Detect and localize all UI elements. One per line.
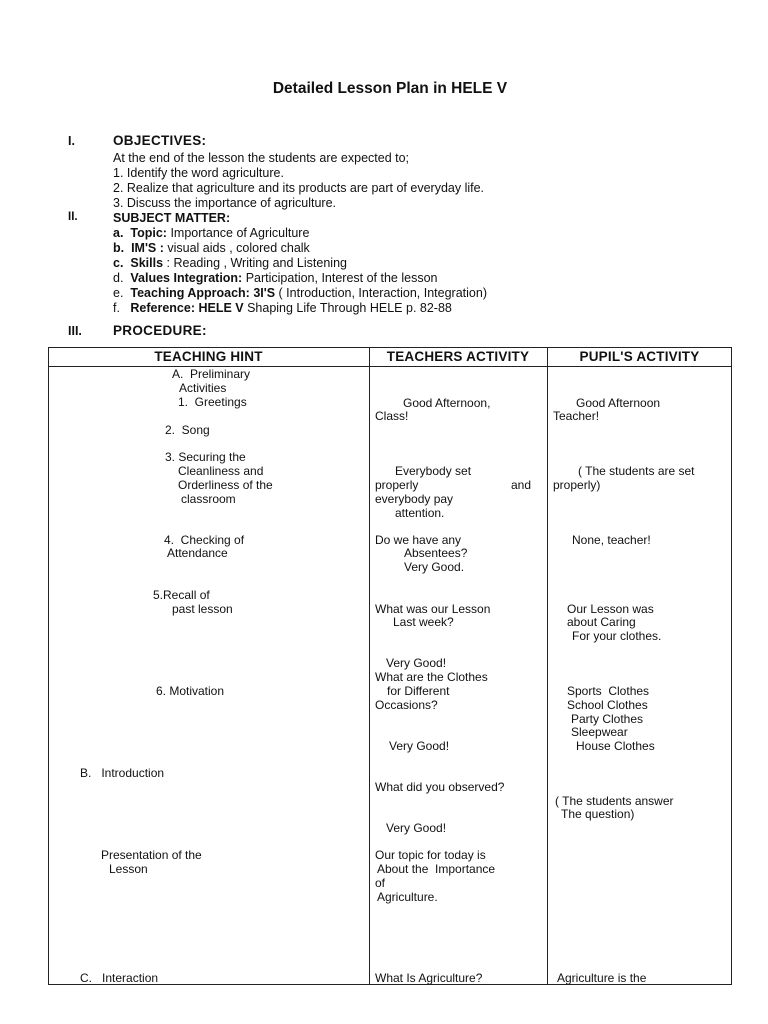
subject-item-ims: b. IM'S : visual aids , colored chalk (113, 241, 310, 255)
teacher-cell: What Is Agriculture? (375, 971, 483, 985)
procedure-number: III. (68, 324, 82, 338)
hint-cell: C. Interaction (80, 971, 159, 985)
teacher-cell: Everybody set (395, 464, 472, 478)
objective-item: 1. Identify the word agriculture. (113, 166, 284, 180)
hint-cell: 2. Song (165, 423, 210, 437)
hint-cell: 4. Checking of (164, 533, 245, 547)
subject-matter-number: II. (68, 211, 78, 223)
hint-cell: Orderliness of the (178, 478, 273, 492)
hint-cell: classroom (181, 492, 236, 506)
subject-item-skills: c. Skills : Reading , Writing and Listening (113, 256, 347, 270)
teacher-cell: What was our Lesson (375, 602, 491, 616)
teacher-cell: What did you observed? (375, 780, 505, 794)
hint-cell: Presentation of the (101, 848, 202, 862)
objective-item: 3. Discuss the importance of agriculture. (113, 196, 337, 210)
teacher-cell: and (511, 478, 532, 492)
pupil-cell: None, teacher! (572, 533, 651, 547)
teacher-cell: Last week? (393, 615, 454, 629)
header-teachers-activity: TEACHERS ACTIVITY (386, 349, 530, 364)
objective-item: 2. Realize that agriculture and its products are part of everyday life. (113, 181, 485, 195)
pupil-cell: ( The students answer (555, 794, 674, 808)
teacher-cell: What are the Clothes (375, 670, 488, 684)
pupil-cell: School Clothes (567, 698, 648, 712)
table-header-divider (48, 366, 732, 367)
hint-cell: 1. Greetings (178, 395, 247, 409)
teacher-cell: About the Importance (377, 862, 496, 876)
hint-cell: Activities (179, 381, 227, 395)
teacher-cell: Very Good! (389, 739, 450, 753)
pupil-cell: Party Clothes (571, 712, 644, 726)
subject-item-values: d. Values Integration: Participation, Interest of the lesson (113, 271, 438, 285)
hint-cell: past lesson (172, 602, 233, 616)
teacher-cell: Class! (375, 409, 409, 423)
teacher-cell: everybody pay (375, 492, 454, 506)
pupil-cell: ( The students are set (578, 464, 695, 478)
table-divider (369, 347, 370, 985)
teacher-cell: Good Afternoon, (403, 396, 491, 410)
teacher-cell: Do we have any (375, 533, 462, 547)
subject-item-reference: f. Reference: HELE V Shaping Life Through HELE p. 82-88 (113, 301, 452, 315)
hint-cell: Attendance (167, 546, 228, 560)
teacher-cell: of (375, 876, 386, 890)
header-pupils-activity: PUPIL'S ACTIVITY (579, 349, 700, 364)
teacher-cell: for Different (387, 684, 450, 698)
teacher-cell: Very Good! (386, 656, 447, 670)
pupil-cell: Good Afternoon (576, 396, 661, 410)
hint-cell: A. Preliminary (172, 367, 251, 381)
table-divider (547, 347, 548, 985)
objectives-number: I. (68, 134, 75, 148)
teacher-cell: Occasions? (375, 698, 438, 712)
subject-item-approach: e. Teaching Approach: 3I'S ( Introduction, Interaction, Integration) (113, 286, 487, 300)
teacher-cell: Absentees? (404, 546, 468, 560)
pupil-cell: Teacher! (553, 409, 600, 423)
subject-matter-heading: SUBJECT MATTER: (113, 211, 231, 225)
objectives-heading: OBJECTIVES: (113, 133, 207, 148)
pupil-cell: Sleepwear (571, 725, 628, 739)
teacher-cell: Very Good! (386, 821, 447, 835)
hint-cell: Cleanliness and (178, 464, 264, 478)
hint-cell: 5.Recall of (153, 588, 210, 602)
hint-cell: Lesson (109, 862, 148, 876)
pupil-cell: For your clothes. (572, 629, 662, 643)
teacher-cell: Very Good. (404, 560, 465, 574)
document-title: Detailed Lesson Plan in HELE V (272, 80, 508, 97)
pupil-cell: The question) (561, 807, 635, 821)
objectives-intro: At the end of the lesson the students are expected to; (113, 151, 410, 165)
procedure-heading: PROCEDURE: (113, 323, 207, 338)
pupil-cell: Agriculture is the (557, 971, 647, 985)
pupil-cell: about Caring (567, 615, 636, 629)
pupil-cell: Sports Clothes (567, 684, 650, 698)
hint-cell: 3. Securing the (165, 450, 246, 464)
subject-item-topic: a. Topic: Importance of Agriculture (113, 226, 310, 240)
pupil-cell: Our Lesson was (567, 602, 654, 616)
teacher-cell: Our topic for today is (375, 848, 486, 862)
hint-cell: 6. Motivation (156, 684, 225, 698)
teacher-cell: properly (375, 478, 419, 492)
pupil-cell: properly) (553, 478, 601, 492)
hint-cell: B. Introduction (80, 766, 165, 780)
teacher-cell: attention. (395, 506, 445, 520)
pupil-cell: House Clothes (576, 739, 655, 753)
header-teaching-hint: TEACHING HINT (154, 349, 263, 364)
teacher-cell: Agriculture. (377, 890, 438, 904)
